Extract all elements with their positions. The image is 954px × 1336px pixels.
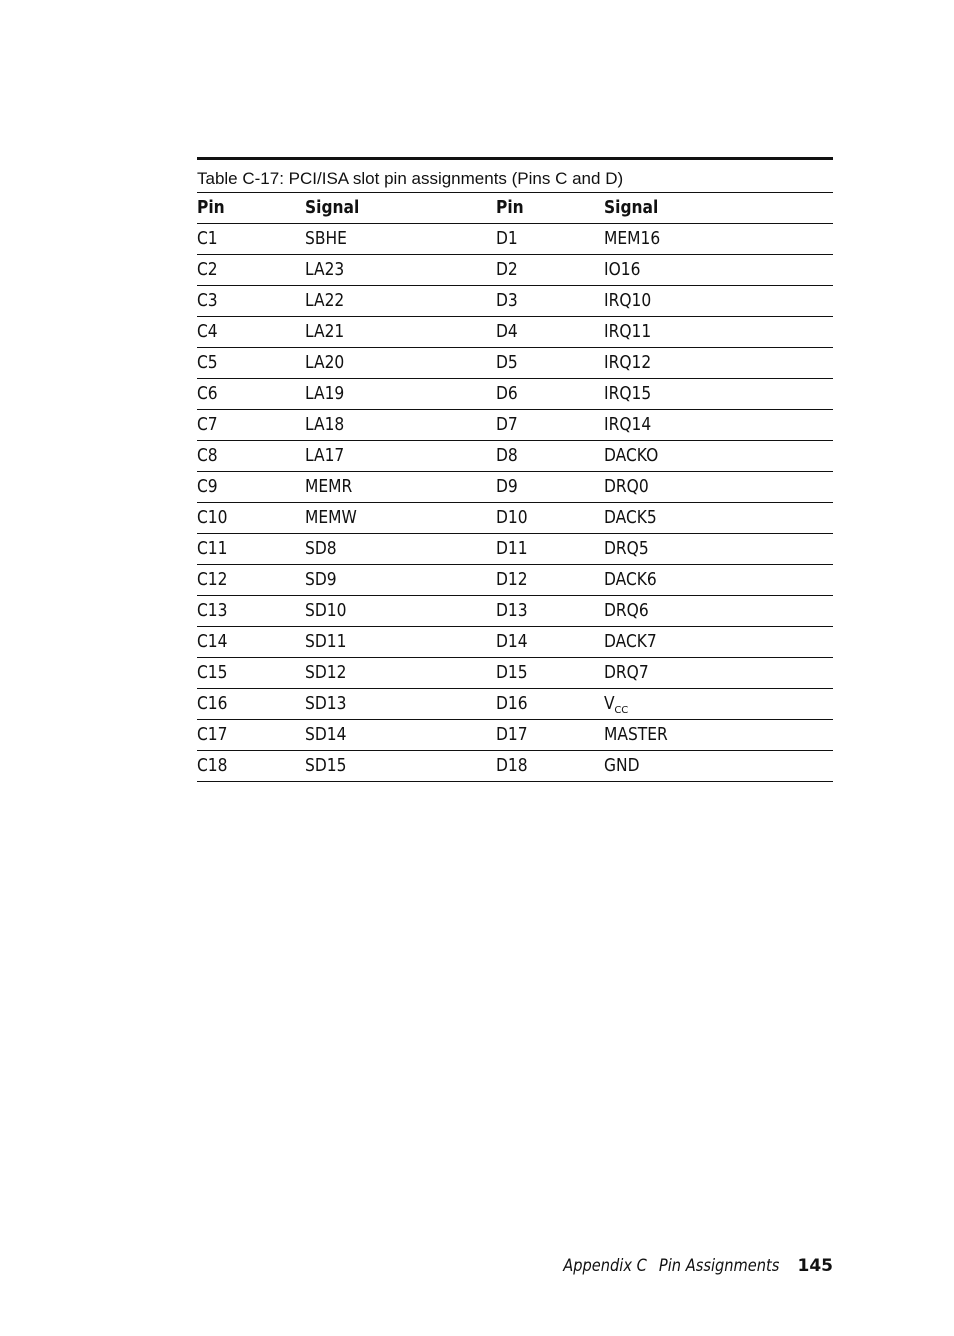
signal-c-cell xyxy=(305,255,496,286)
pin-c-cell xyxy=(197,689,305,720)
pin-d-cell xyxy=(496,720,604,751)
signal-d-cell-text: DRQ0 xyxy=(604,476,649,497)
signal-c-cell xyxy=(305,751,496,782)
pin-d-cell xyxy=(496,658,604,689)
pin-c-cell xyxy=(197,720,305,751)
signal-c-cell-text: SD12 xyxy=(305,662,347,683)
pin-d-cell xyxy=(496,596,604,627)
pin-c-cell-text: C4 xyxy=(197,321,218,342)
signal-d-cell-text: DRQ7 xyxy=(604,662,649,683)
signal-c-cell xyxy=(305,658,496,689)
signal-d-cell-text: DACK5 xyxy=(604,507,657,528)
pin-c-cell-text: C8 xyxy=(197,445,218,466)
pin-d-cell xyxy=(496,317,604,348)
signal-d-cell-text: IRQ15 xyxy=(604,383,652,404)
pin-d-cell xyxy=(496,751,604,782)
table-row xyxy=(197,658,833,689)
header-signal-c xyxy=(305,193,496,224)
signal-d-cell-text: DACK7 xyxy=(604,631,657,652)
table-row xyxy=(197,720,833,751)
pin-c-cell xyxy=(197,751,305,782)
pin-assignment-table xyxy=(197,193,833,782)
pin-c-cell xyxy=(197,565,305,596)
pin-d-cell xyxy=(496,410,604,441)
signal-c-cell-text: LA17 xyxy=(305,445,345,466)
signal-d-cell-text: DRQ6 xyxy=(604,600,649,621)
signal-d-cell-text: IRQ14 xyxy=(604,414,652,435)
signal-d-cell xyxy=(604,658,833,689)
pin-d-cell xyxy=(496,472,604,503)
pin-c-cell-text: C5 xyxy=(197,352,218,373)
table-row xyxy=(197,751,833,782)
pin-d-cell-text: D17 xyxy=(496,724,528,745)
pin-d-cell xyxy=(496,348,604,379)
pin-d-cell-text: D8 xyxy=(496,445,518,466)
signal-d-cell xyxy=(604,565,833,596)
header-signal-d-label: Signal xyxy=(604,197,659,218)
pin-d-cell-text: D1 xyxy=(496,228,518,249)
signal-c-cell xyxy=(305,410,496,441)
signal-c-cell-text: LA22 xyxy=(305,290,345,311)
signal-c-cell-text: SD8 xyxy=(305,538,337,559)
pin-d-cell xyxy=(496,689,604,720)
pin-c-cell-text: C11 xyxy=(197,538,228,559)
signal-d-cell-text: IO16 xyxy=(604,259,641,280)
pin-c-cell-text: C3 xyxy=(197,290,218,311)
signal-c-cell xyxy=(305,472,496,503)
pin-c-cell-text: C2 xyxy=(197,259,218,280)
pin-c-cell xyxy=(197,348,305,379)
pin-c-cell xyxy=(197,255,305,286)
signal-c-cell-text: SD11 xyxy=(305,631,347,652)
pin-d-cell-text: D9 xyxy=(496,476,518,497)
table-row xyxy=(197,441,833,472)
signal-d-cell-text: MASTER xyxy=(604,724,668,745)
signal-c-cell-text: LA19 xyxy=(305,383,345,404)
signal-d-cell xyxy=(604,286,833,317)
signal-d-cell-text: GND xyxy=(604,755,640,776)
table-row xyxy=(197,472,833,503)
pin-d-cell xyxy=(496,286,604,317)
table-row xyxy=(197,286,833,317)
signal-d-cell xyxy=(604,472,833,503)
signal-c-cell xyxy=(305,503,496,534)
pin-d-cell xyxy=(496,441,604,472)
pin-c-cell-text: C17 xyxy=(197,724,228,745)
pin-d-cell-text: D7 xyxy=(496,414,518,435)
signal-c-cell xyxy=(305,534,496,565)
pin-d-cell xyxy=(496,534,604,565)
signal-c-cell-text: SD15 xyxy=(305,755,347,776)
signal-d-cell xyxy=(604,255,833,286)
pin-c-cell xyxy=(197,534,305,565)
signal-d-cell-text: IRQ11 xyxy=(604,321,652,342)
pin-c-cell xyxy=(197,379,305,410)
pin-c-cell xyxy=(197,472,305,503)
pin-d-cell-text: D3 xyxy=(496,290,518,311)
signal-d-cell xyxy=(604,751,833,782)
signal-c-cell-text: MEMW xyxy=(305,507,357,528)
table-row xyxy=(197,503,833,534)
signal-c-cell xyxy=(305,348,496,379)
vcc-subscript: CC xyxy=(614,705,629,716)
signal-c-cell xyxy=(305,596,496,627)
pin-d-cell-text: D2 xyxy=(496,259,518,280)
page-footer xyxy=(528,1254,833,1278)
pin-d-cell-text: D15 xyxy=(496,662,528,683)
signal-c-cell xyxy=(305,441,496,472)
signal-c-cell xyxy=(305,379,496,410)
table-row xyxy=(197,596,833,627)
pin-c-cell xyxy=(197,503,305,534)
footer-appendix: Appendix C xyxy=(563,1256,647,1276)
table-row xyxy=(197,565,833,596)
signal-c-cell xyxy=(305,317,496,348)
table-header-row xyxy=(197,193,833,224)
signal-c-cell-text: SD10 xyxy=(305,600,347,621)
page-number: 145 xyxy=(797,1256,833,1276)
pin-c-cell xyxy=(197,441,305,472)
table-row xyxy=(197,317,833,348)
header-signal-c-label: Signal xyxy=(305,197,360,218)
signal-c-cell xyxy=(305,627,496,658)
header-pin-d-label: Pin xyxy=(496,197,524,218)
pin-c-cell-text: C7 xyxy=(197,414,218,435)
pin-d-cell-text: D14 xyxy=(496,631,528,652)
signal-c-cell-text: SD13 xyxy=(305,693,347,714)
signal-d-cell-text: MEM16 xyxy=(604,228,661,249)
pin-assignment-table-block xyxy=(197,157,833,782)
table-caption: Table C-17: PCI/ISA slot pin assignments (Pins C and D) xyxy=(197,160,833,193)
pin-d-cell-text: D10 xyxy=(496,507,528,528)
signal-d-cell xyxy=(604,441,833,472)
pin-d-cell xyxy=(496,503,604,534)
pin-c-cell-text: C16 xyxy=(197,693,228,714)
signal-c-cell-text: LA18 xyxy=(305,414,345,435)
signal-d-cell-text: DRQ5 xyxy=(604,538,649,559)
header-signal-d xyxy=(604,193,833,224)
signal-d-cell-text: DACKO xyxy=(604,445,659,466)
table-row xyxy=(197,379,833,410)
pin-c-cell-text: C10 xyxy=(197,507,228,528)
table-row xyxy=(197,410,833,441)
pin-c-cell-text: C15 xyxy=(197,662,228,683)
signal-d-cell xyxy=(604,224,833,255)
signal-c-cell-text: SD9 xyxy=(305,569,337,590)
table-row xyxy=(197,255,833,286)
pin-d-cell-text: D16 xyxy=(496,693,528,714)
pin-c-cell xyxy=(197,224,305,255)
signal-d-cell xyxy=(604,503,833,534)
signal-d-cell xyxy=(604,689,833,720)
pin-d-cell-text: D13 xyxy=(496,600,528,621)
table-row xyxy=(197,224,833,255)
pin-c-cell xyxy=(197,627,305,658)
pin-d-cell-text: D18 xyxy=(496,755,528,776)
table-row xyxy=(197,534,833,565)
footer-section: Pin Assignments xyxy=(659,1256,780,1276)
table-row xyxy=(197,627,833,658)
header-pin-c xyxy=(197,193,305,224)
signal-d-cell-text: IRQ10 xyxy=(604,290,652,311)
signal-c-cell xyxy=(305,689,496,720)
signal-c-cell xyxy=(305,565,496,596)
signal-c-cell-text: MEMR xyxy=(305,476,353,497)
pin-c-cell xyxy=(197,596,305,627)
signal-d-cell xyxy=(604,317,833,348)
signal-c-cell-text: LA20 xyxy=(305,352,345,373)
pin-d-cell xyxy=(496,565,604,596)
pin-c-cell-text: C13 xyxy=(197,600,228,621)
pin-d-cell-text: D11 xyxy=(496,538,528,559)
signal-c-cell-text: SBHE xyxy=(305,228,347,249)
pin-c-cell-text: C1 xyxy=(197,228,218,249)
pin-d-cell-text: D12 xyxy=(496,569,528,590)
pin-d-cell-text: D6 xyxy=(496,383,518,404)
signal-d-cell xyxy=(604,596,833,627)
signal-d-cell-text: V xyxy=(604,693,615,714)
pin-c-cell-text: C9 xyxy=(197,476,218,497)
signal-d-cell xyxy=(604,720,833,751)
header-pin-d xyxy=(496,193,604,224)
signal-c-cell-text: LA21 xyxy=(305,321,345,342)
signal-c-cell-text: LA23 xyxy=(305,259,345,280)
signal-d-cell-text: DACK6 xyxy=(604,569,657,590)
pin-d-cell xyxy=(496,627,604,658)
signal-d-cell xyxy=(604,348,833,379)
signal-c-cell-text: SD14 xyxy=(305,724,347,745)
pin-c-cell-text: C18 xyxy=(197,755,228,776)
header-pin-c-label: Pin xyxy=(197,197,225,218)
signal-d-cell xyxy=(604,379,833,410)
footer-running-title xyxy=(563,1254,779,1278)
signal-d-cell-text: IRQ12 xyxy=(604,352,652,373)
pin-c-cell-text: C14 xyxy=(197,631,228,652)
signal-c-cell xyxy=(305,286,496,317)
pin-d-cell-text: D4 xyxy=(496,321,518,342)
table-row xyxy=(197,689,833,720)
signal-d-cell xyxy=(604,410,833,441)
signal-d-cell xyxy=(604,534,833,565)
pin-d-cell xyxy=(496,379,604,410)
pin-d-cell xyxy=(496,255,604,286)
signal-c-cell xyxy=(305,224,496,255)
pin-c-cell xyxy=(197,317,305,348)
pin-c-cell xyxy=(197,658,305,689)
table-row xyxy=(197,348,833,379)
pin-d-cell xyxy=(496,224,604,255)
pin-c-cell xyxy=(197,410,305,441)
table-body xyxy=(197,224,833,782)
pin-c-cell-text: C6 xyxy=(197,383,218,404)
pin-c-cell-text: C12 xyxy=(197,569,228,590)
pin-d-cell-text: D5 xyxy=(496,352,518,373)
pin-c-cell xyxy=(197,286,305,317)
signal-c-cell xyxy=(305,720,496,751)
signal-d-cell xyxy=(604,627,833,658)
